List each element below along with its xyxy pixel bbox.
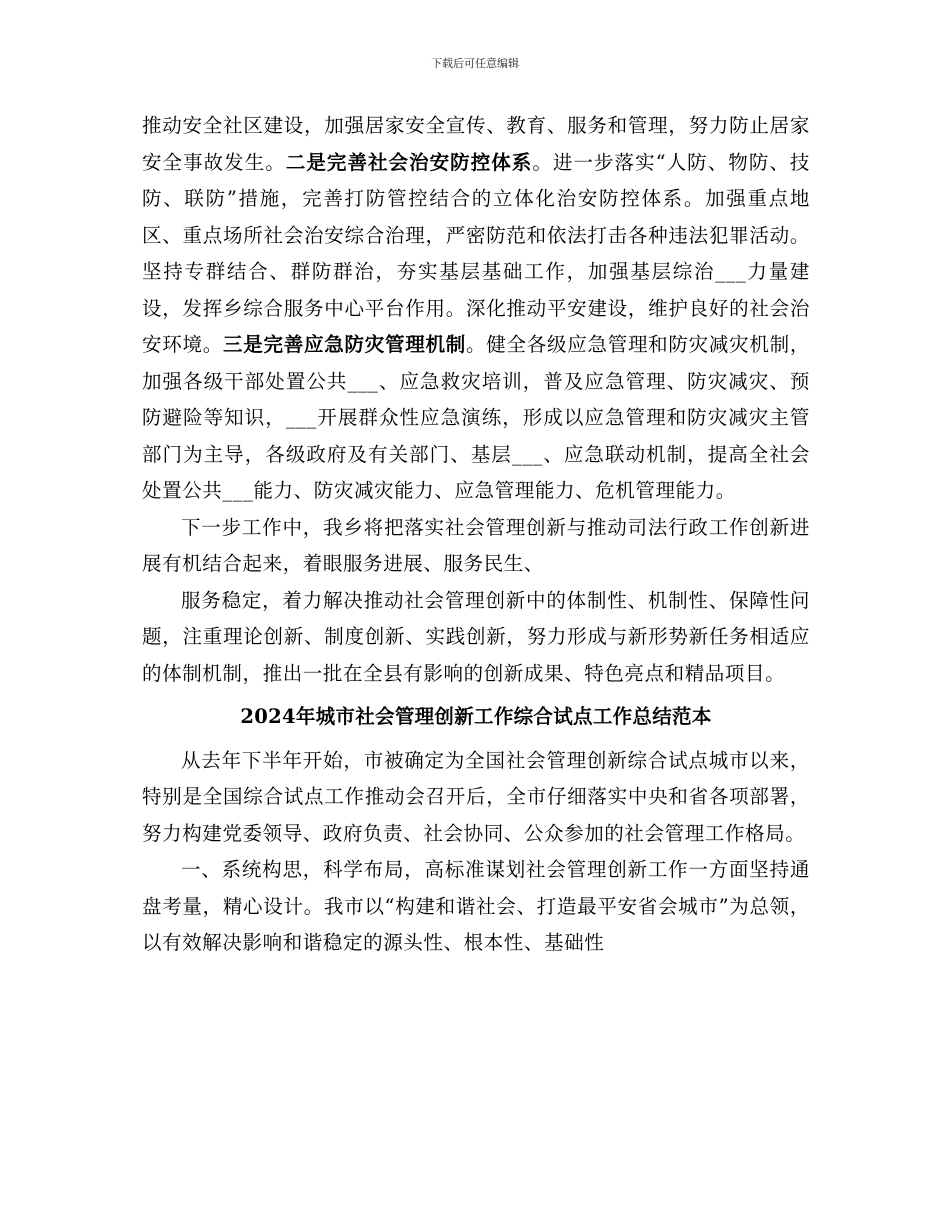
page-header: 下载后可任意编辑	[431, 57, 519, 70]
paragraph-intro: 从去年下半年开始，市被确定为全国社会管理创新综合试点城市以来，特别是全国综合试点工作推动会召开后，全市仔细落实中央和省各项部署，努力构建党委领导、政府负责、社会协同、公众参加的社会管理工作格局。	[142, 748, 810, 845]
paragraph-text: 。健全各级应急管理和防灾减灾机制，加强各级干部处置公共___、应急救灾培训，普及应急管理、防灾减灾、预防避险等知识，___开展群众性应急演练，形成以应急管理和防灾减灾主管部门为主导，各级政府及有关部门、基层___、应急联动机制，提高全社会处置公共___能力、防灾减灾能力、应急管理能力、危机管理能力。	[142, 333, 811, 502]
bold-heading-security-system: 二是完善社会治安防控体系	[285, 150, 533, 174]
bold-heading-emergency-mechanism: 三是完善应急防灾管理机制	[223, 333, 466, 356]
paragraph-text: 推动安全社区建设，加强居家安全宣传、教育、服务和管理，努力防止居家安全事故发生。	[142, 114, 810, 174]
document-body	[142, 108, 810, 962]
paragraph-next-steps: 下一步工作中，我乡将把落实社会管理创新与推动司法行政工作创新进展有机结合起来，着眼服务进展、服务民生、	[142, 515, 810, 575]
section-title: 2024年城市社会管理创新工作综合试点工作总结范本	[240, 705, 712, 728]
paragraph-innovation: 服务稳定，着力解决推动社会管理创新中的体制性、机制性、保障性问题，注重理论创新、制度创新、实践创新，努力形成与新形势新任务相适应的体制机制，推出一批在全县有影响的创新成果、特色亮点和精品项目。	[142, 588, 810, 685]
paragraph-text: 。进一步落实“人防、物防、技防、联防”措施，完善打防管控结合的立体化治安防控体系。加强重点地区、重点场所社会治安综合治理，严密防范和依法打击各种违法犯罪活动。坚持专群结合、群防群治，夯实基层基础工作，加强基层综治___力量建设，发挥乡综合服务中心平台作用。深化推动平安建设，维护良好的社会治安环境。	[142, 150, 811, 356]
paragraph-safety-measures	[142, 108, 810, 510]
paragraph-section-one: 一、系统构思，科学布局，高标准谋划社会管理创新工作一方面坚持通盘考量，精心设计。我市以“构建和谐社会、打造最平安省会城市”为总领，以有效解决影响和谐稳定的源头性、根本性、基础性	[142, 858, 810, 954]
